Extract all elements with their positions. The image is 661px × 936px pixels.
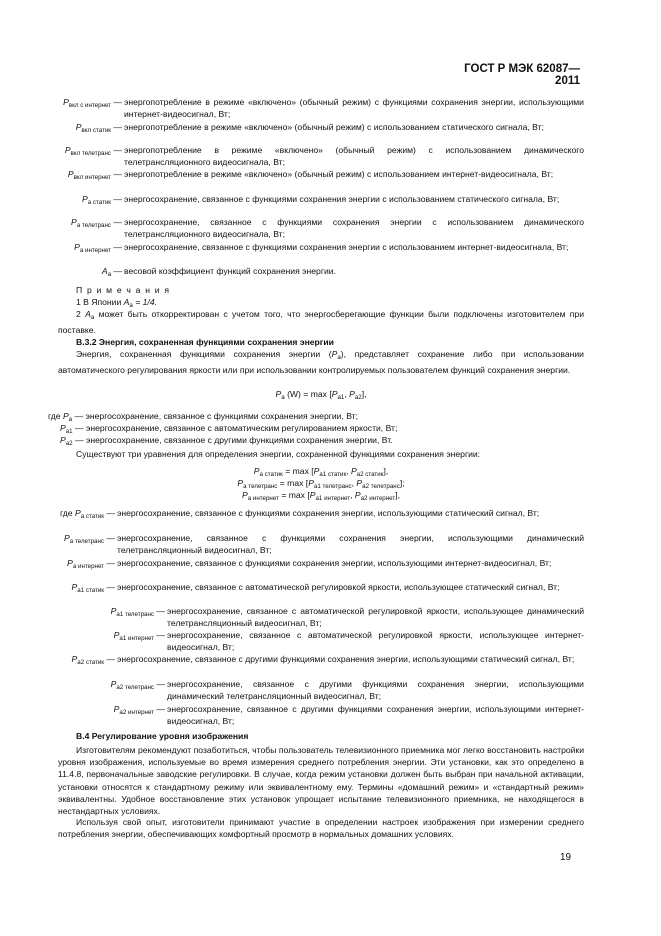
- dash: —: [113, 194, 122, 204]
- note-2: [58, 308, 584, 336]
- symbol-base: P: [113, 630, 120, 640]
- definition-text: энергосохранение, связанное с функциями сохранения энергии, использующими динамический телетрансляционный видеосигнал, Вт;: [117, 533, 584, 556]
- symbol-base: P: [71, 582, 78, 592]
- symbol-base: P: [74, 242, 80, 252]
- dash: —: [113, 122, 122, 132]
- eq-b: P: [354, 490, 361, 500]
- symbol-subscript: a: [68, 416, 73, 423]
- symbol-base: P: [110, 606, 117, 616]
- symbol-subscript: a1 интернет: [119, 635, 155, 642]
- eq-a: P: [308, 478, 314, 488]
- definition-text: энергосохранение, связанное с функциями сохранения энергии с использованием интернет-видеосигнала, Вт;: [124, 242, 569, 252]
- section-b4-paragraph-1: Изготовителям рекомендуют позаботиться, чтобы пользователь телевизионного приемника мог легко восстановить настройки уровня изображения, используемые во время измерения среднего потребления энергии. Эти установки, как это определено в 11.4.8, первоначальные заводские регулировки. В случае, когда режим установки должен быть выбран при начальной активации, установки относятся к стандартному режиму или эквивалентному ему. Термины «домашний режим» и «стандартный режим» эквивалентны. Удобное восстановление этих установок упрощает испытание телевизионного приемника, не находящегося в нестандартных условиях.: [58, 745, 584, 817]
- symbol-base: P: [60, 435, 66, 445]
- dash: —: [75, 435, 84, 445]
- definition-text: весовой коэффициент функций сохранения энергии.: [124, 266, 336, 276]
- eq-b: P: [356, 478, 363, 488]
- eq-a-sub: a1 телетранс: [313, 483, 352, 490]
- formula-a1-sub: a1: [337, 394, 345, 401]
- definition-text: энергосохранение, связанное с автоматической регулировкой яркости, использующее статический сигнал, Вт;: [117, 582, 560, 592]
- three-equations-text: Существуют три уравнения для определения энергии, сохраненной функциями сохранения энергии:: [76, 449, 481, 459]
- note-2-text: может быть откорректирован с учетом того, что энергосберегающие функции были подключены изготовителем при поставке.: [58, 309, 585, 336]
- eq-comma: ,: [351, 478, 354, 488]
- definition-text: энергосохранение, связанное с функциями сохранения энергии с использованием статического сигнала, Вт;: [124, 194, 560, 204]
- formula-end: ],: [361, 389, 367, 399]
- page-number: 19: [560, 852, 572, 863]
- symbol-subscript: a2 телетранс: [116, 684, 155, 691]
- section-b32-paragraph: [58, 348, 584, 376]
- note-2-subscript: а: [90, 314, 95, 321]
- b32-para-post: ), представляет сохранение либо при использовании автоматического регулирования яркости или при использовании контролируемых пользователем функций сохранения энергии.: [58, 349, 584, 376]
- dash: —: [106, 654, 115, 664]
- definition-symbol: [60, 507, 115, 523]
- dash: —: [156, 704, 165, 714]
- definition-symbol: [64, 532, 115, 548]
- definition-text: энергосохранение, связанное с функциями сохранения энергии с использованием динамического телетрансляционного видеосигнала, Вт;: [124, 217, 584, 240]
- definition-text: энергосохранение, связанное с функциями сохранения энергии, использующими интернет-видеосигнал, Вт;: [117, 558, 552, 568]
- section-b32-heading: В.3.2 Энергия, сохраненная функциями сохранения энергии: [76, 337, 334, 347]
- definition-symbol: [72, 653, 115, 669]
- dash: —: [113, 97, 122, 107]
- eq-a-sub: a1 статик: [319, 471, 347, 478]
- formula-lhs-sub: a: [281, 394, 285, 401]
- eq-a: P: [309, 490, 316, 500]
- notes-title: П р и м е ч а н и я: [76, 285, 171, 295]
- where-text: энергосохранение, связанное с другими функциями сохранения энергии, Вт.: [86, 435, 393, 445]
- definition-text: энергопотребление в режиме «включено» (обычный режим) с функциями сохранения энергии, использующими интернет-видеосигнал, Вт;: [124, 97, 584, 120]
- dash: —: [156, 630, 165, 640]
- symbol-subscript: вкл телетранс: [70, 150, 112, 157]
- definition-text: энергосохранение, связанное с другими функциями сохранения энергии, использующими интернет-видеосигнал, Вт;: [167, 704, 584, 727]
- formula-a2-sub: a2: [354, 394, 362, 401]
- symbol-subscript: a2 интернет: [119, 709, 155, 716]
- symbol-subscript: а статик: [80, 513, 105, 520]
- definition-symbol: [67, 557, 115, 573]
- note-1-value: = 1/4.: [135, 297, 157, 307]
- eq-b-sub: a2 телетранс: [362, 483, 400, 490]
- eq-mid: = max [: [281, 490, 310, 500]
- symbol-subscript: а интернет: [79, 247, 112, 254]
- dash: —: [106, 508, 115, 518]
- symbol-subscript: a2 статик: [77, 659, 105, 666]
- note-1-subscript: а: [129, 302, 133, 309]
- section-b4-heading: В.4 Регулирование уровня изображения: [76, 731, 249, 741]
- where-word: где: [60, 508, 73, 518]
- dash: —: [106, 533, 115, 543]
- eq-comma: ,: [350, 490, 353, 500]
- dash: —: [113, 266, 122, 276]
- symbol-subscript: вкл статик: [81, 127, 112, 134]
- symbol-base: P: [110, 679, 117, 689]
- dash: —: [113, 145, 122, 155]
- standard-header: ГОСТ Р МЭК 62087—2011: [464, 63, 580, 87]
- symbol-subscript: a1 статик: [77, 587, 105, 594]
- note-2-symbol: A: [85, 309, 91, 319]
- definition-symbol: [111, 605, 165, 621]
- definition-symbol: [72, 581, 115, 597]
- where-text: энергосохранение, связанное с автоматическим регулированием яркости, Вт;: [86, 423, 398, 433]
- dash: —: [113, 169, 122, 179]
- definition-symbol: [111, 678, 165, 694]
- symbol-subscript: вкл с интернет: [68, 102, 112, 109]
- note-2-prefix: 2: [76, 309, 81, 319]
- formula-a2: P: [349, 389, 355, 399]
- definition-symbol: [71, 216, 122, 232]
- symbol-subscript: а телетранс: [76, 222, 112, 229]
- symbol-subscript: а: [107, 271, 112, 278]
- symbol-subscript: а статик: [87, 199, 112, 206]
- symbol-base: P: [71, 217, 77, 227]
- definition-symbol: [82, 193, 122, 209]
- formula-a1: P: [331, 389, 338, 399]
- formula-mid: (W) = max [: [287, 389, 332, 399]
- eq-end: ],: [395, 490, 400, 500]
- symbol-base: P: [75, 122, 82, 132]
- eq-lhs-sub: а интернет: [247, 495, 279, 502]
- eq-lhs: P: [237, 478, 244, 488]
- symbol-subscript: a2: [65, 440, 73, 447]
- dash: —: [156, 606, 165, 616]
- formula-pa: [58, 389, 584, 404]
- eq-comma: ,: [346, 466, 349, 476]
- definition-text: энергосохранение, связанное с функциями сохранения энергии, использующими статический сигнал, Вт;: [117, 508, 540, 518]
- eq-mid: = max [: [279, 478, 309, 488]
- symbol-base: P: [60, 423, 66, 433]
- eq-a: P: [313, 466, 320, 476]
- eq-end: ];: [399, 478, 405, 488]
- where-text: энергосохранение, связанное с функциями сохранения энергии, Вт;: [85, 411, 358, 421]
- eq-lhs-sub: а статик: [259, 471, 283, 478]
- definition-symbol: [65, 144, 122, 160]
- note-1-prefix: 1 В Японии: [76, 297, 122, 307]
- dash: —: [75, 423, 84, 433]
- dash: —: [106, 558, 115, 568]
- symbol-subscript: а интернет: [72, 563, 105, 570]
- definition-symbol: [114, 629, 165, 645]
- definition-text: энергосохранение, связанное с автоматической регулировкой яркости, использующее динамический телетрансляционный видеосигнал, Вт;: [167, 606, 584, 629]
- section-b4-paragraph-2: Используя свой опыт, изготовители принимают участие в определении настроек изображения при измерении среднего потребления энергии, обеспечивающих комфортный просмотр в нормальных домашних условиях.: [58, 817, 584, 840]
- definition-text: энергопотребление в режиме «включено» (обычный режим) с использованием статического сигнала, Вт;: [124, 122, 544, 132]
- definition-symbol: [114, 703, 165, 719]
- dash: —: [74, 411, 84, 421]
- definition-text: энергосохранение, связанное с автоматической регулировкой яркости, использующее интернет-видеосигнал, Вт;: [167, 630, 584, 653]
- symbol-base: P: [74, 508, 81, 518]
- symbol-base: P: [62, 411, 69, 421]
- symbol-subscript: вкл интернет: [73, 174, 112, 181]
- eq-b-sub: a2 статик: [356, 471, 384, 478]
- dash: —: [156, 679, 165, 689]
- definition-symbol: [76, 121, 122, 137]
- symbol-base: P: [67, 169, 74, 179]
- eq-lhs-sub: а телетранс: [243, 483, 278, 490]
- symbol-base: P: [71, 654, 78, 664]
- dash: —: [106, 582, 115, 592]
- eq-b: P: [350, 466, 357, 476]
- definition-symbol: [102, 265, 122, 281]
- equation-line: [58, 490, 584, 505]
- definition-symbol: [74, 241, 122, 257]
- definition-symbol: [63, 96, 122, 112]
- definition-text: энергосохранение, связанное с другими функциями сохранения энергии, использующими динамический телетрансляционный видеосигнал, Вт;: [167, 679, 584, 702]
- symbol-subscript: а телетранс: [69, 538, 105, 545]
- eq-mid: = max [: [285, 466, 314, 476]
- b32-para-subscript: a: [337, 354, 341, 361]
- formula-lhs: P: [275, 389, 282, 399]
- eq-b-sub: a2 интернет: [360, 495, 396, 502]
- definition-text: энергосохранение, связанное с другими функциями сохранения энергии, использующими статический сигнал, Вт;: [117, 654, 575, 664]
- eq-end: ],: [383, 466, 389, 476]
- formula-sep: ,: [344, 389, 347, 399]
- symbol-subscript: a1 телетранс: [116, 611, 155, 618]
- note-1-symbol: A: [123, 297, 130, 307]
- symbol-base: P: [64, 145, 71, 155]
- symbol-base: P: [67, 558, 73, 568]
- symbol-base: P: [81, 194, 88, 204]
- dash: —: [113, 217, 122, 227]
- b32-para-pre: Энергия, сохраненная функциями сохранения энергии (: [76, 349, 332, 359]
- definition-text: энергопотребление в режиме «включено» (обычный режим) с использованием интернет-видеосигнала, Вт;: [124, 169, 554, 179]
- eq-lhs: P: [253, 466, 260, 476]
- symbol-base: P: [63, 97, 69, 107]
- symbol-subscript: a1: [65, 428, 73, 435]
- symbol-base: A: [101, 266, 108, 276]
- definition-text: энергопотребление в режиме «включено» (обычный режим) с использованием динамического телетрансляционного видеосигнала, Вт;: [124, 145, 584, 168]
- definition-symbol: [68, 168, 122, 184]
- where-word: где: [48, 411, 61, 421]
- symbol-base: P: [113, 704, 120, 714]
- symbol-base: P: [64, 533, 70, 543]
- eq-lhs: P: [242, 490, 248, 500]
- dash: —: [113, 242, 122, 252]
- eq-a-sub: a1 интернет: [315, 495, 351, 502]
- b32-para-symbol: P: [331, 349, 338, 359]
